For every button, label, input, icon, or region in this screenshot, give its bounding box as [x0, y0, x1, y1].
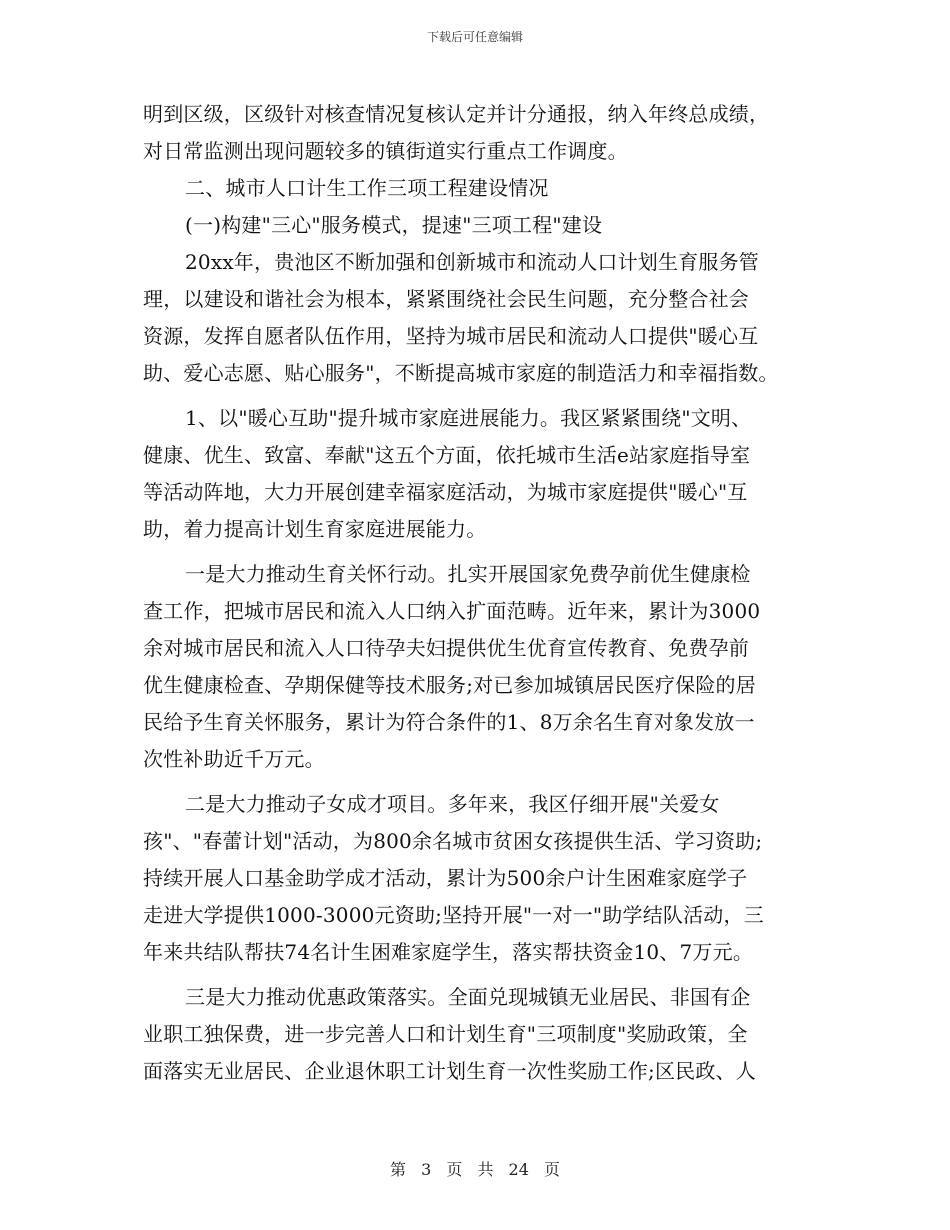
body-line: 余对城市居民和流入人口待孕夫妇提供优生优育宣传教育、免费孕前 [143, 636, 749, 660]
section-heading: 二、城市人口计生工作三项工程建设情况 [185, 176, 549, 200]
body-line: 年来共结队帮扶74名计生困难家庭学生，落实帮扶资金10、7万元。 [143, 940, 754, 964]
subsection-heading: (一)构建"三心"服务模式，提速"三项工程"建设 [185, 213, 603, 237]
body-line: 面落实无业居民、企业退休职工计划生育一次性奖励工作;区民政、人 [143, 1059, 756, 1083]
page-footer: 第 3 页 共 24 页 [390, 1160, 560, 1179]
body-line: 业职工独保费，进一步完善人口和计划生育"三项制度"奖励政策，全 [143, 1022, 748, 1046]
body-line: 查工作，把城市居民和流入人口纳入扩面范畴。近年来，累计为3000 [143, 599, 761, 623]
paragraph-start: 一是大力推动生育关怀行动。扎实开展国家免费孕前优生健康检 [185, 562, 751, 586]
paragraph-start: 20xx年，贵池区不断加强和创新城市和流动人口计划生育服务管 [185, 250, 760, 274]
paragraph-start: 三是大力推动优惠政策落实。全面兑现城镇无业居民、非国有企 [185, 985, 751, 1009]
document-body [143, 96, 803, 1090]
body-line: 理，以建设和谐社会为根本，紧紧围绕社会民生问题，充分整合社会 [143, 287, 749, 311]
paragraph-start: 二是大力推动子女成才项目。多年来，我区仔细开展"关爱女 [185, 792, 720, 816]
paragraph-start: 1、以"暖心互助"提升城市家庭进展能力。我区紧紧围绕"文明、 [185, 406, 752, 430]
body-line: 对日常监测出现问题较多的镇街道实行重点工作调度。 [143, 139, 628, 163]
body-line: 明到区级，区级针对核查情况复核认定并计分通报，纳入年终总成绩， [143, 102, 770, 126]
body-line: 等活动阵地，大力开展创建幸福家庭活动，为城市家庭提供"暖心"互 [143, 480, 748, 504]
body-line: 持续开展人口基金助学成才活动，累计为500余户计生困难家庭学子 [143, 866, 748, 890]
body-line: 优生健康检查、孕期保健等技术服务;对已参加城镇居民医疗保险的居 [143, 673, 756, 697]
body-line: 孩"、"春蕾计划"活动，为800余名城市贫困女孩提供生活、学习资助; [143, 829, 763, 853]
body-line: 健康、优生、致富、奉献"这五个方面，依托城市生活e站家庭指导室 [143, 443, 751, 467]
page-header: 下载后可任意编辑 [426, 30, 523, 44]
body-line: 资源，发挥自愿者队伍作用，坚持为城市居民和流动人口提供"暖心互 [143, 324, 759, 348]
body-line: 助、爱心志愿、贴心服务"，不断提高城市家庭的制造活力和幸福指数。 [143, 361, 779, 385]
body-line: 助，着力提高计划生育家庭进展能力。 [143, 517, 487, 541]
body-line: 民给予生育关怀服务，累计为符合条件的1、8万余名生育对象发放一 [143, 710, 755, 734]
body-line: 走进大学提供1000-3000元资助;坚持开展"一对一"助学结队活动，三 [143, 903, 764, 927]
body-line: 次性补助近千万元。 [143, 747, 325, 771]
